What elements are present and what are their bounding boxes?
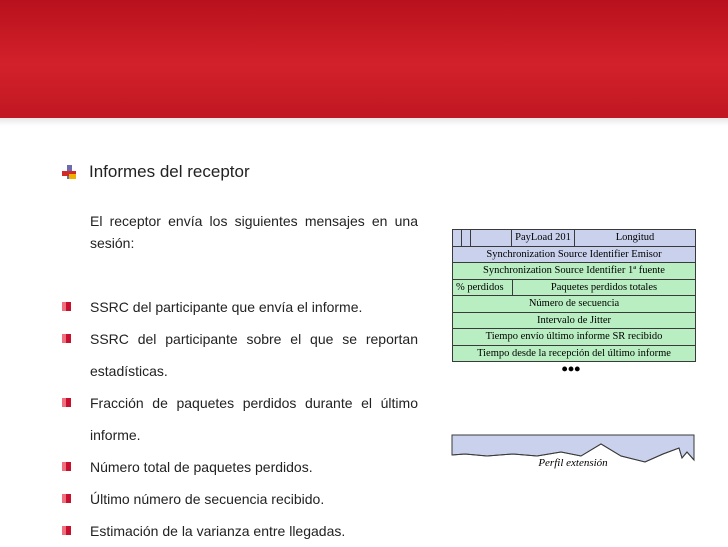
profile-extension-label: Perfil extensión — [538, 457, 608, 469]
padding-cell — [462, 230, 471, 246]
list-item — [62, 291, 418, 323]
packet-row — [453, 247, 695, 264]
packet-row — [453, 296, 695, 313]
square-bullet-icon — [62, 526, 71, 535]
fraction-lost-cell: % perdidos — [453, 280, 513, 296]
list-item-text: Fracción de paquetes perdidos durante el último informe. — [90, 395, 418, 443]
list-item — [62, 515, 418, 547]
delay-since-sr-cell: Tiempo desde la recepción del último informe — [453, 346, 695, 362]
list-item-text: Último número de secuencia recibido. — [90, 491, 325, 507]
list-item — [62, 387, 418, 451]
square-bullet-icon — [62, 302, 71, 311]
sequence-number-cell: Número de secuencia — [453, 296, 695, 312]
version-cell — [453, 230, 462, 246]
square-bullet-icon — [62, 462, 71, 471]
list-item-text: SSRC del participante que envía el informe. — [90, 299, 363, 315]
header-band — [0, 0, 728, 118]
profile-extension-block — [451, 434, 695, 470]
total-lost-cell: Paquetes perdidos totales — [513, 280, 695, 296]
packet-row — [453, 263, 695, 280]
list-item-text: Estimación de la varianza entre llegadas. — [90, 523, 346, 539]
count-cell — [471, 230, 512, 246]
packet-row — [453, 329, 695, 346]
packet-row — [453, 313, 695, 330]
ellipsis-marker: ••• — [561, 359, 581, 379]
square-bullet-icon — [62, 398, 71, 407]
last-sr-cell: Tiempo envío último informe SR recibido — [453, 329, 695, 345]
section-bullet-icon — [62, 165, 76, 179]
square-bullet-icon — [62, 494, 71, 503]
length-cell: Longitud — [575, 230, 695, 246]
square-bullet-icon — [62, 334, 71, 343]
jitter-cell: Intervalo de Jitter — [453, 313, 695, 329]
intro-text: El receptor envía los siguientes mensajes en una sesión: — [90, 213, 418, 251]
list-item — [62, 451, 418, 483]
payload-type-cell: PayLoad 201 — [512, 230, 575, 246]
list-item — [62, 483, 418, 515]
list-item-text: Número total de paquetes perdidos. — [90, 459, 313, 475]
rtcp-packet-diagram — [452, 229, 696, 362]
packet-header-row — [453, 230, 695, 247]
section-title: Informes del receptor — [89, 162, 250, 181]
bullet-list — [62, 291, 418, 547]
list-item-text: SSRC del participante sobre el que se reportan estadísticas. — [90, 331, 418, 379]
ssrc-source-cell: Synchronization Source Identifier 1ª fuente — [453, 263, 695, 279]
packet-row — [453, 280, 695, 297]
list-item — [62, 323, 418, 387]
ssrc-sender-cell: Synchronization Source Identifier Emisor — [453, 247, 695, 263]
header-divider — [0, 118, 728, 126]
section-title-row — [62, 160, 250, 184]
